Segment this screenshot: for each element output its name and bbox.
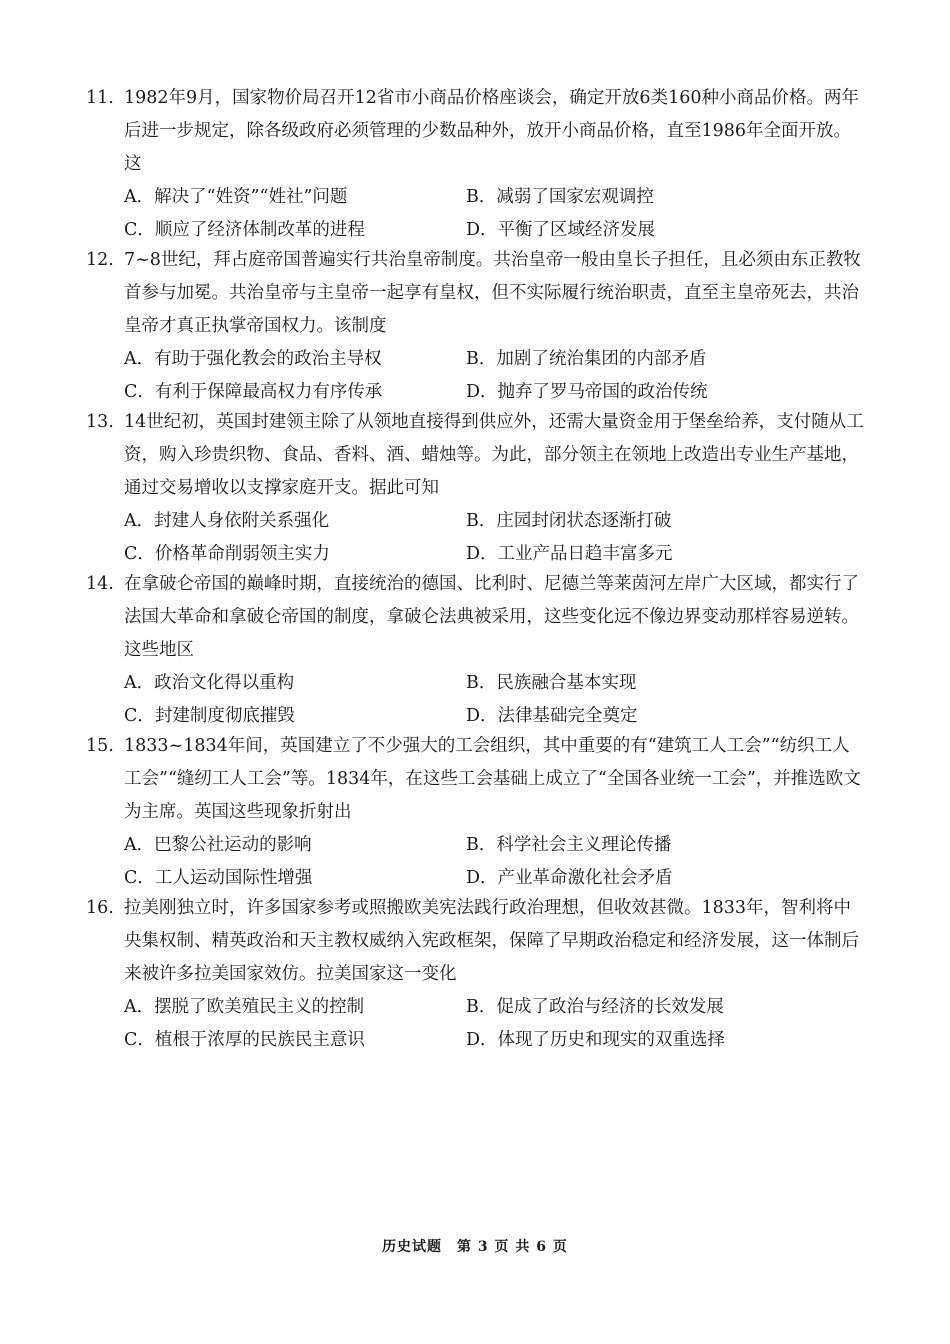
option-c: C．价格革命削弱领主实力 [124, 544, 330, 564]
question-stem [86, 244, 866, 343]
question-text: 1982年9月，国家物价局召开12省市小商品价格座谈会，确定开放6类160种小商品价格。两年后进一步规定，除各级政府必须管理的少数品种外，放开小商品价格，直至1986年全面开放。这 [124, 88, 859, 174]
question-stem [86, 406, 866, 505]
question-stem [86, 892, 866, 991]
question-number: 16. [86, 898, 114, 918]
question-text: 在拿破仑帝国的巅峰时期，直接统治的德国、比利时、尼德兰等莱茵河左岸广大区域，都实行了法国大革命和拿破仑帝国的制度，拿破仑法典被采用，这些变化远不像边界变动那样容易逆转。这些地区 [124, 574, 859, 660]
options [86, 505, 866, 571]
option-d: D．体现了历史和现实的双重选择 [466, 1030, 726, 1050]
options [86, 991, 866, 1057]
option-c: C．有利于保障最高权力有序传承 [124, 382, 383, 402]
options [86, 343, 866, 409]
question-text: 1833~1834年间，英国建立了不少强大的工会组织，其中重要的有“建筑工人工会”“纺织工人工会”“缝纫工人工会”等。1834年，在这些工会基础上成立了“全国各业统一工会”，并推选欧文为主席。英国这些现象折射出 [124, 736, 861, 822]
question-16 [86, 892, 866, 1057]
option-d: D．抛弃了罗马帝国的政治传统 [466, 382, 708, 402]
options [86, 181, 866, 247]
option-c: C．工人运动国际性增强 [124, 868, 313, 888]
option-b: B．加剧了统治集团的内部矛盾 [466, 349, 707, 369]
question-number: 14. [86, 574, 114, 594]
option-a: A．政治文化得以重构 [124, 673, 295, 693]
option-b: B．科学社会主义理论传播 [466, 835, 672, 855]
question-14 [86, 568, 866, 733]
question-text: 14世纪初，英国封建领主除了从领地直接得到供应外，还需大量资金用于堡垒给养，支付随从工资，购入珍贵织物、食品、香料、酒、蜡烛等。为此，部分领主在领地上改造出专业生产基地，通过交易增收以支撑家庭开支。据此可知 [124, 412, 864, 498]
option-c: C．植根于浓厚的民族民主意识 [124, 1030, 365, 1050]
question-text: 7~8世纪，拜占庭帝国普遍实行共治皇帝制度。共治皇帝一般由皇长子担任，且必须由东正教牧首参与加冕。共治皇帝与主皇帝一起享有皇权，但不实际履行统治职责，直至主皇帝死去，共治皇帝才真正执掌帝国权力。该制度 [124, 250, 861, 336]
option-a: A．摆脱了欧美殖民主义的控制 [124, 997, 365, 1017]
option-b: B．促成了政治与经济的长效发展 [466, 997, 724, 1017]
option-b: B．减弱了国家宏观调控 [466, 187, 654, 207]
option-a: A．有助于强化教会的政治主导权 [124, 349, 382, 369]
option-a: A．巴黎公社运动的影响 [124, 835, 312, 855]
question-number: 15. [86, 736, 114, 756]
option-a: A．解决了“姓资”“姓社”问题 [124, 187, 348, 207]
question-stem [86, 82, 866, 181]
option-d: D．工业产品日趋丰富多元 [466, 544, 673, 564]
option-c: C．顺应了经济体制改革的进程 [124, 220, 365, 240]
option-d: D．平衡了区域经济发展 [466, 220, 656, 240]
question-15 [86, 730, 866, 895]
page-footer: 历史试题 第 3 页 共 6 页 [382, 1239, 568, 1255]
option-a: A．封建人身依附关系强化 [124, 511, 330, 531]
option-d: D．法律基础完全奠定 [466, 706, 638, 726]
question-stem [86, 730, 866, 829]
options [86, 667, 866, 733]
question-text: 拉美刚独立时，许多国家参考或照搬欧美宪法践行政治理想，但收效甚微。1833年，智利将中央集权制、精英政治和天主教权威纳入宪政框架，保障了早期政治稳定和经济发展，这一体制后来被许多拉美国家效仿。拉美国家这一变化 [124, 898, 859, 984]
option-d: D．产业革命激化社会矛盾 [466, 868, 673, 888]
question-13 [86, 406, 866, 571]
question-number: 12. [86, 250, 114, 270]
option-c: C．封建制度彻底摧毁 [124, 706, 295, 726]
option-b: B．庄园封闭状态逐渐打破 [466, 511, 672, 531]
question-number: 13. [86, 412, 114, 432]
options [86, 829, 866, 895]
question-number: 11. [86, 88, 114, 108]
question-stem [86, 568, 866, 667]
option-b: B．民族融合基本实现 [466, 673, 637, 693]
question-12 [86, 244, 866, 409]
question-11 [86, 82, 866, 247]
